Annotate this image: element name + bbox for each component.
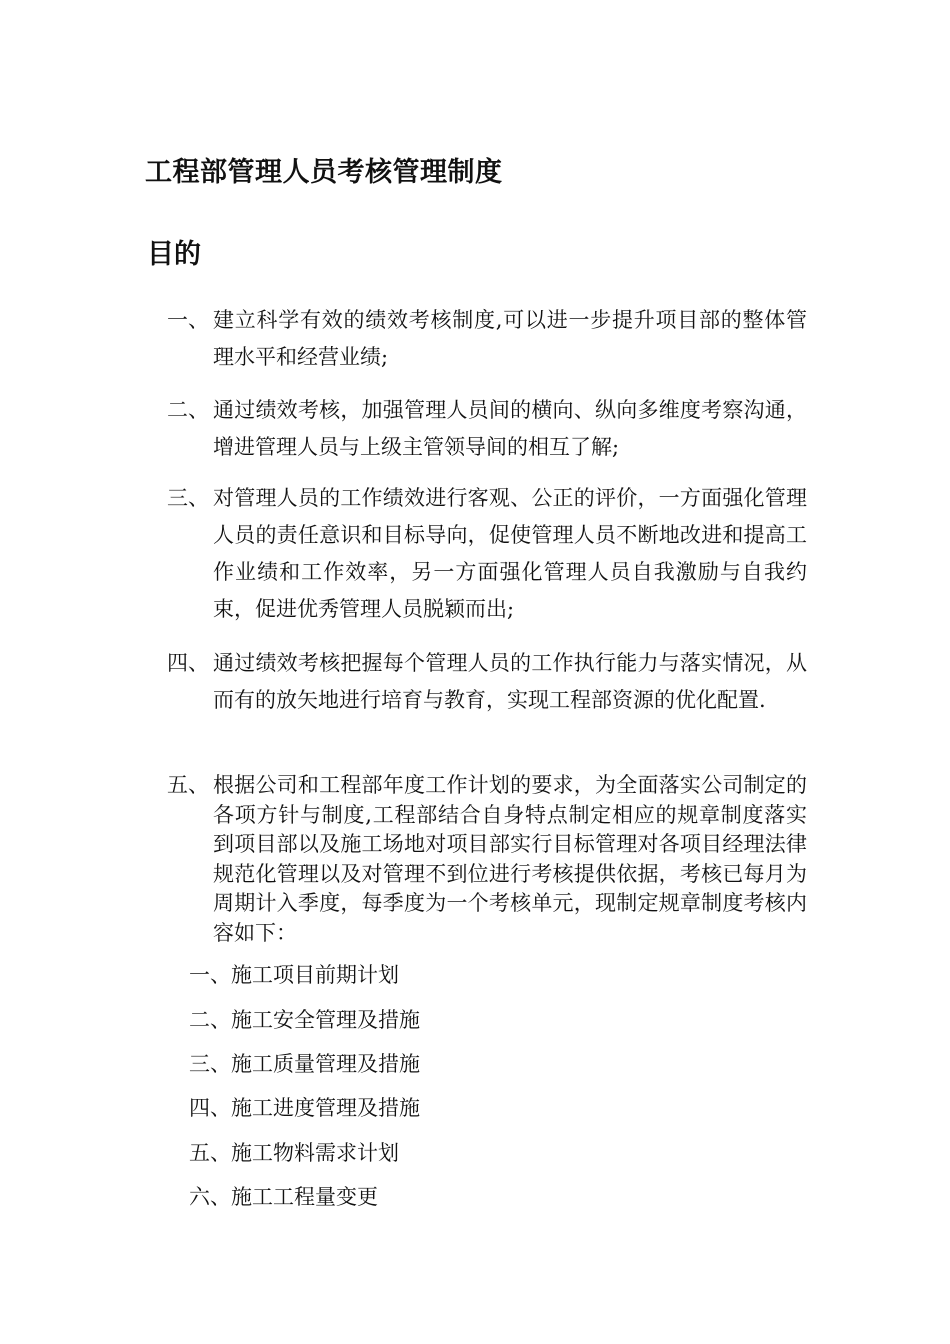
content-sub-item-2: 二、施工安全管理及措施 bbox=[189, 1008, 420, 1032]
content-sub-item-6: 六、施工工程量变更 bbox=[189, 1185, 378, 1209]
purpose-item-2 bbox=[167, 392, 807, 466]
item-text: 通过绩效考核，加强管理人员间的横向、纵向多维度考察沟通，增进管理人员与上级主管领导间的相互了解; bbox=[213, 398, 807, 459]
purpose-item-4 bbox=[167, 645, 807, 719]
item-text: 通过绩效考核把握每个管理人员的工作执行能力与落实情况，从而有的放矢地进行培育与教育，实现工程部资源的优化配置. bbox=[213, 651, 807, 712]
document-title: 工程部管理人员考核管理制度 bbox=[145, 157, 503, 188]
section-heading-purpose: 目的 bbox=[147, 239, 201, 270]
content-sub-item-4: 四、施工进度管理及措施 bbox=[189, 1096, 420, 1120]
item-text: 对管理人员的工作绩效进行客观、公正的评价，一方面强化管理人员的责任意识和目标导向，促使管理人员不断地改进和提高工作业绩和工作效率，另一方面强化管理人员自我激励与自我约束，促进优秀管理人员脱颖而出; bbox=[213, 486, 807, 621]
purpose-item-5 bbox=[167, 771, 807, 948]
item-number: 一、 bbox=[167, 308, 209, 332]
item-number: 四、 bbox=[167, 651, 209, 675]
item-text: 建立科学有效的绩效考核制度,可以进一步提升项目部的整体管理水平和经营业绩; bbox=[213, 308, 807, 369]
content-sub-item-3: 三、施工质量管理及措施 bbox=[189, 1052, 420, 1076]
item-text: 根据公司和工程部年度工作计划的要求，为全面落实公司制定的各项方针与制度,工程部结合自身特点制定相应的规章制度落实到项目部以及施工场地对项目部实行目标管理对各项目经理法律规范化管理以及对管理不到位进行考核提供依据，考核已每月为周期计入季度，每季度为一个考核单元，现制定规章制度考核内容如下： bbox=[213, 773, 807, 945]
item-number: 二、 bbox=[167, 398, 209, 422]
content-sub-item-5: 五、施工物料需求计划 bbox=[189, 1141, 399, 1165]
item-number: 五、 bbox=[167, 773, 209, 797]
item-number: 三、 bbox=[167, 486, 209, 510]
purpose-item-1 bbox=[167, 302, 807, 376]
content-sub-item-1: 一、施工项目前期计划 bbox=[189, 963, 399, 987]
purpose-item-3 bbox=[167, 480, 807, 628]
